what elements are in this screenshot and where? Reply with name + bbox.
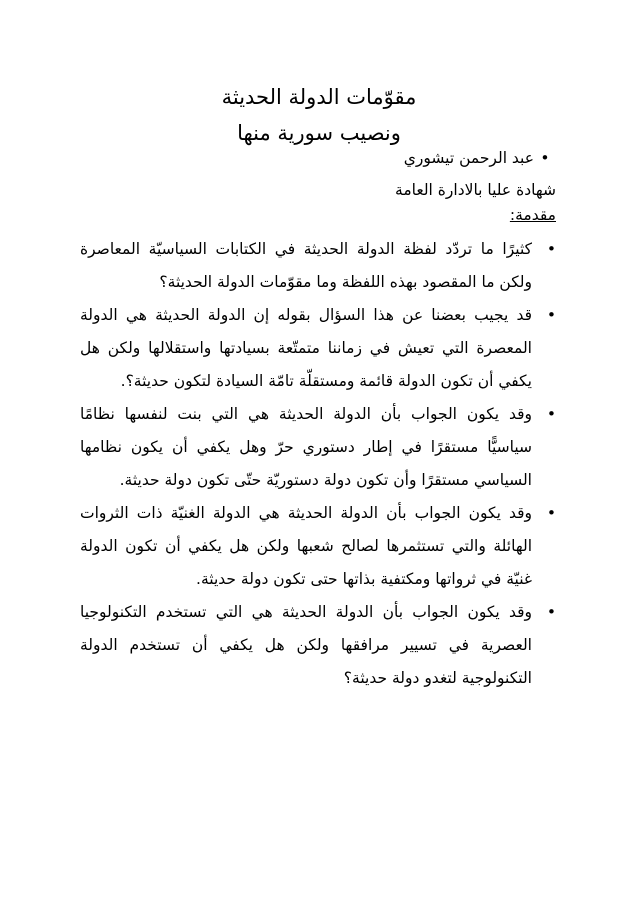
question-text: قد يجيب بعضنا عن هذا السؤال بقوله إن الدولة الحديثة هي الدولة المعصرة التي تعيش في زماننا متمتّعة بسيادتها واستقلالها ولكن هل يكفي أن تكون الدولة قائمة ومستقلّة تامّة السيادة لتكون حديثة؟. (80, 306, 532, 390)
question-text: وقد يكون الجواب بأن الدولة الحديثة هي الدولة الغنيّة ذات الثروات الهائلة والتي تستثمرها لصالح شعبها ولكن هل يكفي أن تكون الدولة غنيّة في ثرواتها ومكتفية بذاتها حتى تكون دولة حديثة. (80, 504, 532, 588)
document-title: مقوّمات الدولة الحديثة (221, 85, 417, 109)
list-item (80, 299, 556, 398)
document-subtitle: ونصيب سورية منها (237, 121, 401, 145)
bullet-icon: • (546, 240, 556, 258)
author-name: عبد الرحمن تيشوري (403, 149, 534, 167)
author-line (404, 146, 556, 170)
question-list (80, 233, 556, 695)
bullet-icon: • (546, 405, 556, 423)
question-text: كثيرًا ما تردّد لفظة الدولة الحديثة في الكتابات السياسيّة المعاصرة ولكن ما المقصود بهذه اللفظة وما مقوّمات الدولة الحديثة؟ (80, 240, 532, 291)
bullet-icon: • (546, 306, 556, 324)
list-item (80, 233, 556, 299)
bullet-icon: • (546, 603, 556, 621)
bullet-icon: • (546, 504, 556, 522)
question-text: وقد يكون الجواب بأن الدولة الحديثة هي التي بنت لنفسها نظامًا سياسيًّا مستقرًا في إطار دستوري حرّ وهل يكفي أن يكون نظامها السياسي مستقرًا وأن تكون دولة دستوريّة حتّى تكون دولة حديثة. (80, 405, 532, 489)
intro-heading: مقدمة: (509, 206, 556, 224)
question-text: وقد يكون الجواب بأن الدولة الحديثة هي التي تستخدم التكنولوجيا العصرية في تسيير مرافقها ولكن هل يكفي أن تستخدم الدولة التكنولوجية لتغدو دولة حديثة؟ (80, 603, 532, 687)
list-item (80, 497, 556, 596)
author-credential: شهادة عليا بالادارة العامة (395, 181, 556, 199)
list-item (80, 596, 556, 695)
list-item (80, 398, 556, 497)
bullet-icon: • (540, 149, 550, 167)
